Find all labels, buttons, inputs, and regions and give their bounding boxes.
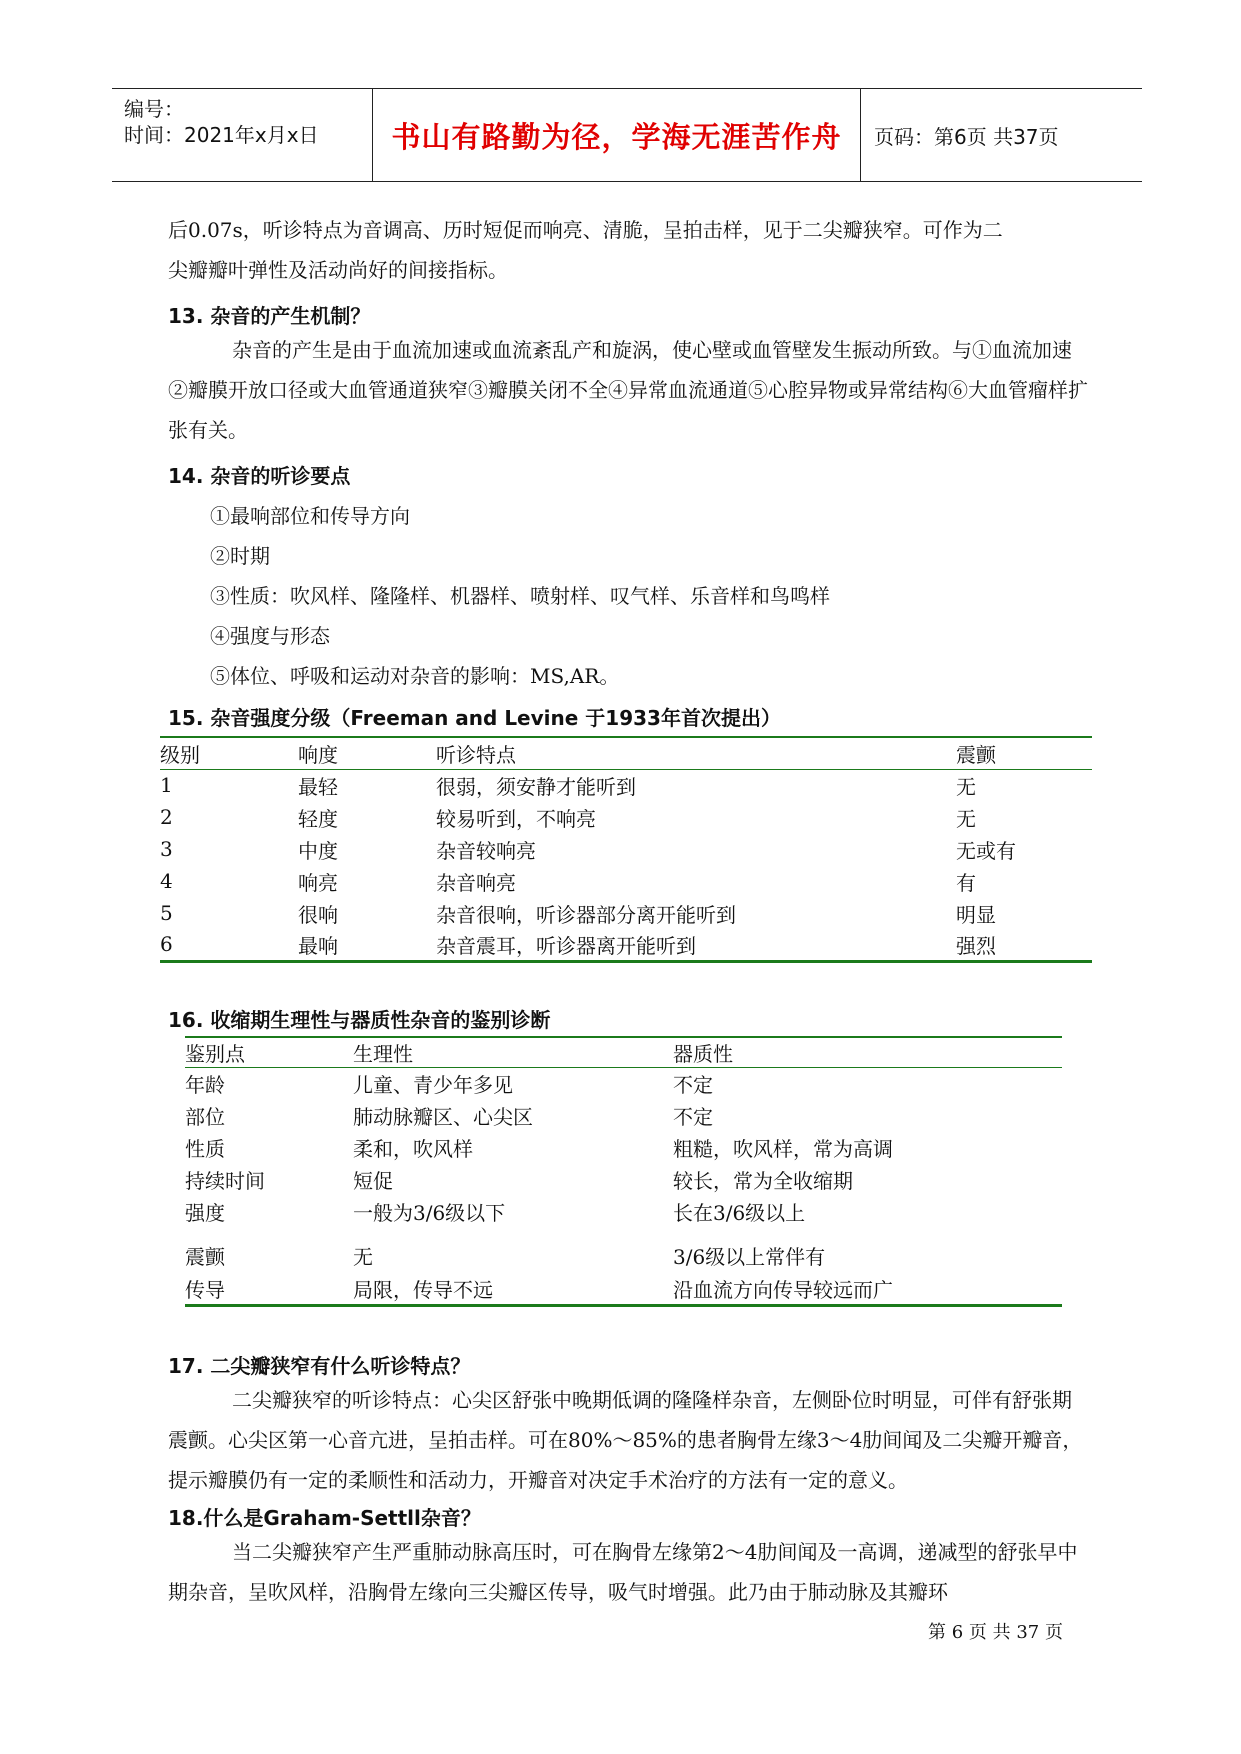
header-page-cell [861,89,1142,181]
q18-heading: 18.什么是Graham-Settll杂音？ [168,1506,481,1530]
table-row [185,1164,1062,1196]
q13-paragraph: 杂音的产生是由于血流加速或血流紊乱产和旋涡，使心壁或血管壁发生振动所致。与①血流加速②瓣膜开放口径或大血管通道狭窄③瓣膜关闭不全④异常血流通道⑤心腔异物或异常结构⑥大血管瘤样扩张有关。 [168,338,1088,442]
table-cell: 沿血流方向传导较远而广 [673,1278,893,1303]
table-cell: 最响 [298,933,338,958]
table-row [160,865,1092,897]
column-header: 器质性 [673,1037,1062,1068]
table-cell: 3/6级以上常伴有 [673,1244,826,1269]
murmur-grade-table [160,736,1092,963]
table-cell: 无 [353,1244,373,1269]
q17-paragraph: 二尖瓣狭窄的听诊特点：心尖区舒张中晚期低调的隆隆样杂音，左侧卧位时明显，可伴有舒张期震颤。心尖区第一心音亢进，呈拍击样。可在80%～85%的患者胸骨左缘3～4肋间闻及二尖瓣开瓣音，提示瓣膜仍有一定的柔顺性和活动力，开瓣音对决定手术治疗的方法有一定的意义。 [168,1388,1083,1492]
table-header-row [160,737,1092,769]
table-cell: 传导 [185,1278,225,1303]
table-cell: 1 [160,773,173,798]
q16-heading: 16. 收缩期生理性与器质性杂音的鉴别诊断 [168,1008,551,1032]
table-cell: 粗糙，吹风样，常为高调 [673,1137,893,1161]
q14-item: ①最响部位和传导方向 [210,504,410,528]
table-cell: 杂音较响亮 [436,838,536,863]
table-cell: 3 [160,837,173,861]
table-cell: 杂音很响，听诊器部分离开能听到 [436,902,736,927]
table-cell: 中度 [298,838,338,863]
table-row [160,929,1092,961]
table-cell: 2 [160,805,173,829]
column-header: 生理性 [353,1037,673,1068]
table-cell: 局限，传导不远 [353,1278,493,1303]
intro-line-2: 尖瓣瓣叶弹性及活动尚好的间接指标。 [168,258,508,282]
table-cell: 持续时间 [185,1169,265,1193]
table-cell: 较易听到，不响亮 [436,806,596,831]
table-row [185,1068,1062,1100]
table-cell: 性质 [185,1137,225,1161]
table-cell: 震颤 [185,1244,225,1269]
table-row [185,1228,1062,1274]
q17-heading: 17. 二尖瓣狭窄有什么听诊特点？ [168,1354,471,1378]
table-row [185,1100,1062,1132]
table-cell: 儿童、青少年多见 [353,1073,513,1098]
table-cell: 无 [956,774,976,799]
table-cell: 有 [956,870,976,895]
table-cell: 不定 [673,1073,713,1098]
table-cell: 柔和，吹风样 [353,1137,473,1161]
table-cell: 杂音响亮 [436,870,516,895]
table-cell: 4 [160,869,173,893]
table-cell: 一般为3/6级以下 [353,1201,506,1225]
q14-item: ②时期 [210,544,270,568]
table-cell: 明显 [956,902,996,927]
q14-item: ⑤体位、呼吸和运动对杂音的影响：MS,AR。 [210,664,620,688]
table-cell: 年龄 [185,1073,225,1098]
column-header: 听诊特点 [436,737,956,769]
header-motto: 书山有路勤为径，学海无涯苦作舟 [391,119,842,154]
intro-line-1: 后0.07s，听诊特点为音调高、历时短促而响亮、清脆，呈拍击样，见于二尖瓣狭窄。可作为二 [168,218,1003,242]
table-row [185,1132,1062,1164]
table-row [160,801,1092,833]
table-cell: 很弱，须安静才能听到 [436,774,636,799]
q18-paragraph: 当二尖瓣狭窄产生严重肺动脉高压时，可在胸骨左缘第2～4肋间闻及一高调，递减型的舒张早中期杂音，呈吹风样，沿胸骨左缘向三尖瓣区传导，吸气时增强。此乃由于肺动脉及其瓣环 [168,1540,1078,1604]
table-row [185,1274,1062,1306]
q14-item: ③性质：吹风样、隆隆样、机器样、喷射样、叹气样、乐音样和鸟鸣样 [210,584,830,608]
table-cell: 部位 [185,1105,225,1129]
document-number-label: 编号： [124,97,184,121]
table-cell: 短促 [353,1169,393,1193]
table-row [160,897,1092,929]
column-header: 鉴别点 [185,1037,353,1068]
table-cell: 较长，常为全收缩期 [673,1169,853,1193]
table-row [160,833,1092,865]
table-cell: 5 [160,901,173,925]
page-footer: 第 6 页 共 37 页 [928,1622,1063,1643]
q13-heading: 13. 杂音的产生机制？ [168,304,371,328]
q14-item: ④强度与形态 [210,624,330,648]
table-cell: 最轻 [298,774,338,799]
document-date-label: 时间：2021年x月x日 [124,123,319,147]
table-cell: 强度 [185,1201,225,1225]
column-header: 级别 [160,737,298,769]
murmur-differential-table [185,1036,1062,1307]
table-cell: 杂音震耳，听诊器离开能听到 [436,933,696,958]
table-cell: 肺动脉瓣区、心尖区 [353,1105,533,1129]
table-header-row [185,1037,1062,1068]
column-header: 震颤 [956,737,1092,769]
table-cell: 很响 [298,902,338,927]
table-row [185,1196,1062,1228]
column-header: 响度 [298,737,436,769]
header-motto-cell [373,89,861,181]
q14-heading: 14. 杂音的听诊要点 [168,464,351,488]
table-cell: 强烈 [956,933,996,958]
table-cell: 无 [956,806,976,831]
table-cell: 6 [160,932,173,957]
table-row [160,769,1092,801]
table-cell: 轻度 [298,806,338,831]
table-cell: 无或有 [956,838,1016,863]
header-page-info: 页码：第6页 共37页 [874,124,1059,149]
table-cell: 响亮 [298,870,338,895]
table-cell: 不定 [673,1105,713,1129]
page-header [112,88,1142,182]
q15-heading: 15. 杂音强度分级（Freeman and Levine 于1933年首次提出） [168,706,781,730]
table-cell: 长在3/6级以上 [673,1201,806,1225]
header-meta-cell [112,89,373,181]
